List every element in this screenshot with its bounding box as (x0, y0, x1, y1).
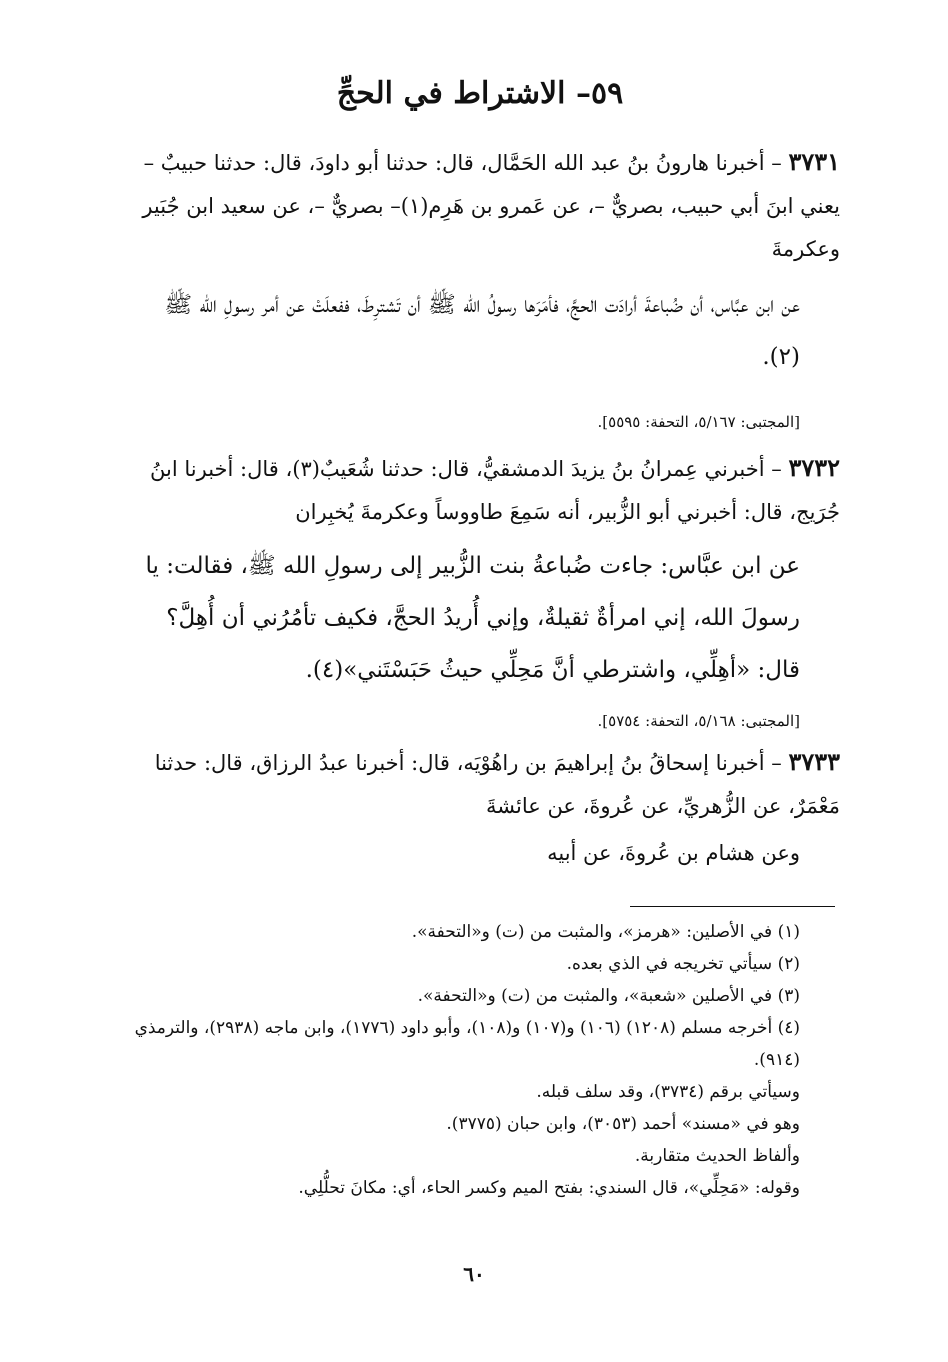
hadith-block (120, 446, 840, 736)
footnote: (١) في الأصلين: «هرمز»، والمثبت من (ت) و«التحفة». (411, 922, 800, 942)
hadith-matn: عن ابن عبَّاس: جاءت ضُباعةُ بنت الزُّبير إلى رسولِ الله ﷺ، فقالت: يا رسولَ الله، إني امرأةٌ ثقيلةٌ، وإني أُريدُ الحجَّ، فكيف تأمُرُني أن أُهِلَّ؟ قال: «أهِلِّي، واشترطي أنَّ مَحِلِّي حيثُ حَبَسْتَني»(٤). (145, 553, 800, 683)
hadith-matn: عن ابن عبَّاس، أن ضُباعةَ أرادَت الحجَّ، فأمَرَها رسولُ الله ﷺ أن تَشترِطَ، ففعلَتْ عن أمر رسولِ الله ﷺ (٢). (164, 292, 800, 370)
footnote-separator (630, 906, 835, 907)
footnote-continuation: وألفاظ الحديث متقاربة. (634, 1146, 800, 1166)
footnote-continuation: وقوله: «مَحِلِّي»، قال السندي: بفتح الميم وكسر الحاء، أي: مكانَ تحلُّلِي. (298, 1178, 800, 1198)
hadith-isnad (120, 446, 840, 534)
chapter-title: ٥٩– الاشتراط في الحجِّ (336, 76, 624, 111)
hadith-isnad (120, 140, 840, 271)
hadith-matn: وعن هشام بن عُروةَ، عن أبيه (547, 841, 800, 865)
hadith-block (120, 140, 840, 437)
hadith-number: ٣٧٣٣ (788, 747, 840, 776)
footnotes (120, 916, 840, 1204)
footnote: (٤) أخرجه مسلم (١٢٠٨) (١٠٦) و(١٠٧) و(١٠٨)، وأبو داود (١٧٧٦)، وابن ماجه (٢٩٣٨)، والترمذي (٩١٤). (134, 1018, 800, 1070)
isnad-text: – أخبرنا هارونُ بنُ عبد الله الحَمَّال، قال: حدثنا أبو داودَ، قال: حدثنا حبيبٌ – يعني ابنَ أبي حبيب، بصريٌّ –، عن عَمرو بن هَرِم(١)– بصريٌّ –، عن سعيد ابن جُبَير وعكرمةَ (142, 151, 840, 261)
footnote-continuation: وهو في «مسند» أحمد (٣٠٥٣)، وابن حبان (٣٧٧٥). (446, 1114, 800, 1134)
hadith-isnad (120, 740, 840, 828)
page-number: ٦٠ (463, 1262, 485, 1286)
isnad-text: – أخبرنا إسحاقُ بنُ إبراهيمَ بن راهُوْيَه، قال: أخبرنا عبدُ الرزاق، قال: حدثنا مَعْمَرٌ، عن الزُّهريِّ، عن عُروةَ، عن عائشةَ (154, 751, 840, 818)
hadith-reference: [المجتبى: ٥/١٦٨، التحفة: ٥٧٥٤]. (597, 712, 800, 730)
hadith-reference: [المجتبى: ٥/١٦٧، التحفة: ٥٥٩٥]. (597, 413, 800, 431)
footnote: (٢) سيأتي تخريجه في الذي بعده. (566, 954, 800, 974)
isnad-text: – أخبرني عِمرانُ بنُ يزيدَ الدمشقيُّ، قال: حدثنا شُعَيبٌ(٣)، قال: أخبرنا ابنُ جُرَيج، قال: أخبرني أبو الزُّبير، أنه سَمِعَ طاووساً وعكرمةَ يُخبِران (150, 457, 840, 524)
hadith-number: ٣٧٣٢ (788, 453, 840, 482)
footnote: (٣) في الأصلين «شعبة»، والمثبت من (ت) و«التحفة». (417, 986, 800, 1006)
hadith-number: ٣٧٣١ (788, 147, 840, 176)
hadith-block (120, 740, 840, 875)
footnote-continuation: وسيأتي برقم (٣٧٣٤)، وقد سلف قبله. (536, 1082, 800, 1102)
